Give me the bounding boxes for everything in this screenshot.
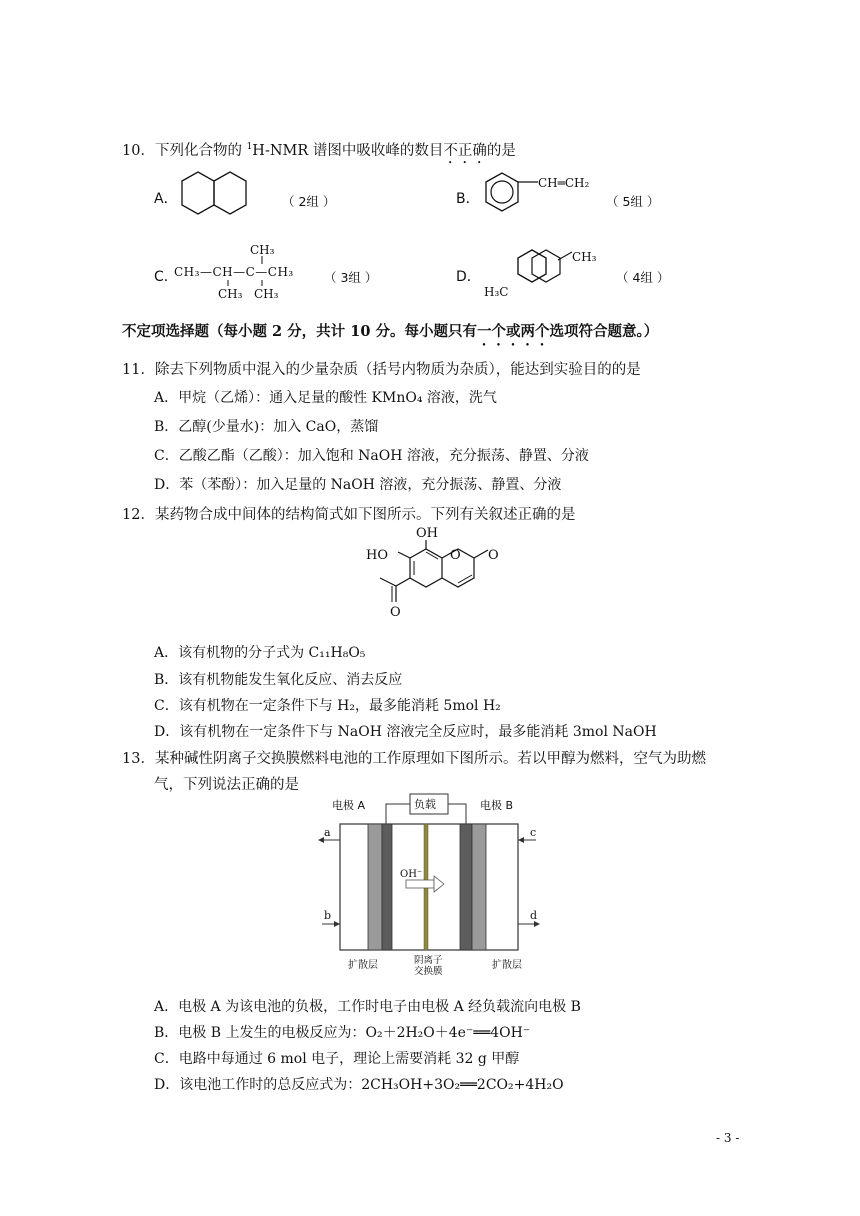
q10-option-c-label: C． [154, 269, 178, 285]
q11-option-a: A．甲烷（乙烯）：通入足量的酸性 KMnO₄ 溶液，洗气 [154, 390, 497, 406]
decalin-structure [174, 167, 264, 223]
q10-option-a-group: （ 2组 ） [282, 194, 336, 209]
section-heading: 不定项选择题（每小题 2 分，共计 10 分。每小题只有一个或两个选项符合题意。） [122, 323, 659, 340]
q10-option-d-label: D． [456, 269, 481, 285]
c-bottom-left-methyl: CH₃ [218, 287, 243, 301]
q10-stem: 10．下列化合物的 $^1$H-NMR 谱图中吸收峰的数目不正确的是 [122, 142, 516, 159]
electrode-a-label: 电极 A [332, 799, 366, 812]
q10-option-b-label: B． [456, 191, 480, 207]
c-top-methyl: CH₃ [250, 243, 275, 257]
fuel-cell-diagram [310, 792, 550, 978]
dimethylnaphthalene-structure [510, 238, 580, 310]
coumarin-acetyl-o: O [390, 605, 401, 620]
q11-stem: 11．除去下列物质中混入的少量杂质（括号内物质为杂质），能达到实验目的的是 [122, 362, 641, 378]
styrene-vinyl: CH═CH₂ [538, 176, 590, 190]
q10-option-a-label: A． [154, 191, 178, 207]
diffusion-layer-left: 扩散层 [348, 960, 378, 971]
q13-stem-line1: 13．某种碱性阴离子交换膜燃料电池的工作原理如下图所示。若以甲醇为燃料，空气为助燃 [122, 751, 706, 767]
q10-option-b-group: （ 5组 ） [606, 194, 660, 209]
q12-option-a: A．该有机物的分子式为 C₁₁H₈O₅ [154, 645, 366, 661]
port-a-label: a [324, 826, 331, 839]
q11-option-c: C．乙酸乙酯（乙酸）：加入饱和 NaOH 溶液，充分振荡、静置、分液 [154, 448, 589, 464]
membrane-label: 阴离子 交换膜 [414, 955, 443, 977]
port-c-label: c [530, 826, 537, 839]
page-number: - 3 - [716, 1131, 740, 1145]
q10-option-c-group: （ 3组 ） [324, 270, 378, 285]
q13-option-b: B．电极 B 上发生的电极反应为：O₂＋2H₂O＋4e⁻══4OH⁻ [154, 1025, 531, 1041]
q10-option-d-group: （ 4组 ） [616, 270, 670, 285]
coumarin-ring-o: O [450, 548, 461, 563]
q12-option-d: D．该有机物在一定条件下与 NaOH 溶液完全反应时，最多能消耗 3mol NaOH [154, 724, 657, 740]
c-main-chain: CH₃—CH—C—CH₃ [174, 265, 294, 279]
q12-stem: 12．某药物合成中间体的结构简式如下图所示。下列有关叙述正确的是 [122, 507, 576, 523]
styrene-ring [480, 168, 540, 218]
coumarin-carbonyl-o: O [488, 548, 499, 563]
q12-option-b: B．该有机物能发生氧化反应、消去反应 [154, 672, 403, 688]
q12-option-c: C．该有机物在一定条件下与 H₂，最多能消耗 5mol H₂ [154, 698, 501, 714]
q11-option-b: B．乙醇(少量水)：加入 CaO，蒸馏 [154, 419, 379, 435]
electrode-b-label: 电极 B [480, 799, 514, 812]
d-methyl-left: H₃C [484, 285, 509, 299]
c-bottom-right-methyl: CH₃ [254, 287, 279, 301]
hydroxide-ion-label: OH⁻ [400, 869, 423, 880]
q13-stem-line2: 气，下列说法正确的是 [154, 777, 299, 793]
q13-option-a: A．电极 A 为该电池的负极，工作时电子由电极 A 经负载流向电极 B [154, 999, 581, 1015]
q11-option-d: D．苯（苯酚）：加入足量的 NaOH 溶液，充分振荡、静置、分液 [154, 477, 562, 493]
q13-option-c: C．电路中每通过 6 mol 电子，理论上需要消耗 32 g 甲醇 [154, 1051, 520, 1067]
d-methyl-top: CH₃ [572, 250, 597, 264]
port-d-label: d [530, 909, 538, 922]
coumarin-oh-top: OH [416, 526, 438, 541]
coumarin-ho-left: HO [366, 548, 388, 563]
port-b-label: b [324, 909, 332, 922]
diffusion-layer-right: 扩散层 [492, 960, 522, 971]
load-label: 负载 [414, 798, 436, 811]
q13-option-d: D．该电池工作时的总反应式为：2CH₃OH+3O₂══2CO₂+4H₂O [154, 1077, 564, 1093]
